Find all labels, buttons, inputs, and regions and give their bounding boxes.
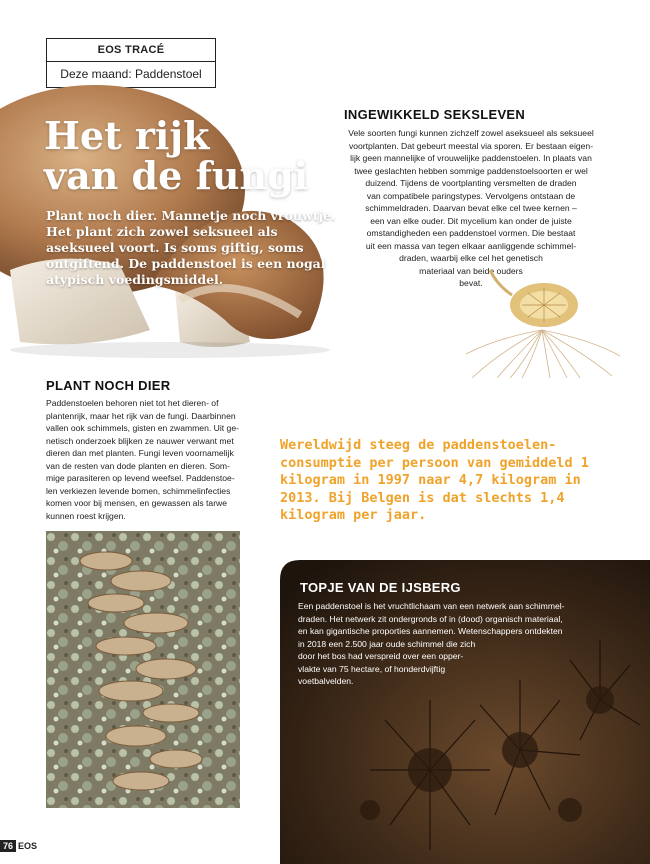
text-line: draden. Het netwerk zit ondergronds of in (dood) organisch materiaal,	[298, 613, 563, 624]
bark-fungi-image	[46, 531, 240, 808]
text-line: netisch onderzoek blijken ze nauwer verwant met	[46, 435, 234, 446]
text-line: Vele soorten fungi kunnen zichzelf zowel aseksueel als seksueel	[348, 128, 594, 138]
text-line: Paddenstoelen behoren niet tot het dieren- of	[46, 398, 219, 408]
text-line: uit een massa van tegen elkaar aanliggende schimmel-	[365, 240, 577, 251]
text-line: voetbalvelden.	[298, 676, 354, 686]
section-subtitle: Deze maand: Paddenstoel	[60, 67, 202, 81]
text-line: plantenrijk, maar het rijk van de fungi. Daarbinnen	[46, 410, 236, 421]
page-footer	[0, 838, 37, 853]
page-number: 76	[0, 840, 16, 852]
title-line-1: Het rijk	[44, 113, 210, 158]
ijsberg-text	[298, 600, 580, 688]
text-line: Een paddenstoel is het vruchtlichaam van een netwerk aan schimmel-	[298, 601, 565, 611]
text-line: vlakte van 75 hectare, of honderdvijftig	[298, 663, 446, 674]
text-line: een van elke ouder. Dit mycelium kan onder de juiste	[370, 215, 572, 226]
ijsberg-heading: TOPJE VAN DE IJSBERG	[300, 580, 461, 595]
text-line: len verkiezen levende bomen, schimmelinfecties	[46, 485, 231, 496]
text-line: van de resten van dode planten en dieren. Som-	[46, 460, 230, 471]
plant-heading: PLANT NOCH DIER	[46, 378, 171, 393]
title-line-2: van de fungi	[44, 153, 309, 198]
text-line: komen voor bij mensen, en gewassen als tarwe	[46, 498, 228, 508]
text-line: en kan gigantische proporties aannemen. Wetenschappers ontdekten	[298, 626, 563, 636]
mycelium-root-image	[462, 260, 622, 380]
text-line: voortplanten. Dat gebeurt meestal via sporen. Er bestaan eigen-	[348, 140, 594, 151]
text-line: kunnen roest krijgen.	[46, 510, 126, 521]
page-title	[44, 113, 344, 198]
pull-quote: Wereldwijd steeg de paddenstoelen-consumptie per persoon van gemiddeld 1 kilogram in 1997 naar 4,7 kilogram in 2013. Bij Belgen is dat slechts 1,4 kilogram per jaar.	[280, 437, 589, 523]
text-line: materiaal van beide ouders	[419, 265, 523, 276]
text-line: omstandigheden een paddenstoel vormen. Die bestaat	[366, 228, 576, 238]
text-line: in 2018 een 2.500 jaar oude schimmel die zich	[298, 638, 476, 649]
text-line: draden, waarbij elke cel het genetisch	[399, 253, 543, 263]
seksleven-heading: INGEWIKKELD SEKSLEVEN	[344, 107, 526, 122]
text-line: schimmeldraden. Daarvan bevat elke cel twee kernen –	[365, 203, 577, 213]
intro-text: Plant noch dier. Mannetje noch vrouwtje. Het plant zich zowel seksueel als aseksueel voort. Is soms giftig, soms ontgiftend. De paddenstoel is een nogal atypisch voedingsmiddel.	[46, 208, 336, 287]
text-line: duizend. Tijdens de voortplanting versmelten de draden	[365, 178, 577, 188]
text-line: bevat.	[459, 278, 483, 288]
section-name: EOS TRACÉ	[47, 39, 215, 62]
text-line: vallen ook schimmels, gisten en zwammen. Uit ge-	[46, 423, 239, 433]
plant-text	[46, 397, 294, 522]
text-line: lijk geen mannelijke of vrouwelijke paddenstoelen. In plaats van	[350, 153, 592, 163]
text-line: van compatibele paringstypes. Vervolgens ontstaan de	[366, 190, 576, 201]
text-line: twee geslachten hebben sommige paddenstoelsoorten er wel	[354, 165, 588, 176]
text-line: door het bos had verspreid over een opper-	[298, 651, 464, 661]
text-line: mige parasiteren op levend weefsel. Paddenstoe-	[46, 473, 235, 483]
magazine-name: EOS	[18, 840, 38, 851]
text-line: dieren dan met planten. Fungi leven voornamelijk	[46, 448, 234, 458]
